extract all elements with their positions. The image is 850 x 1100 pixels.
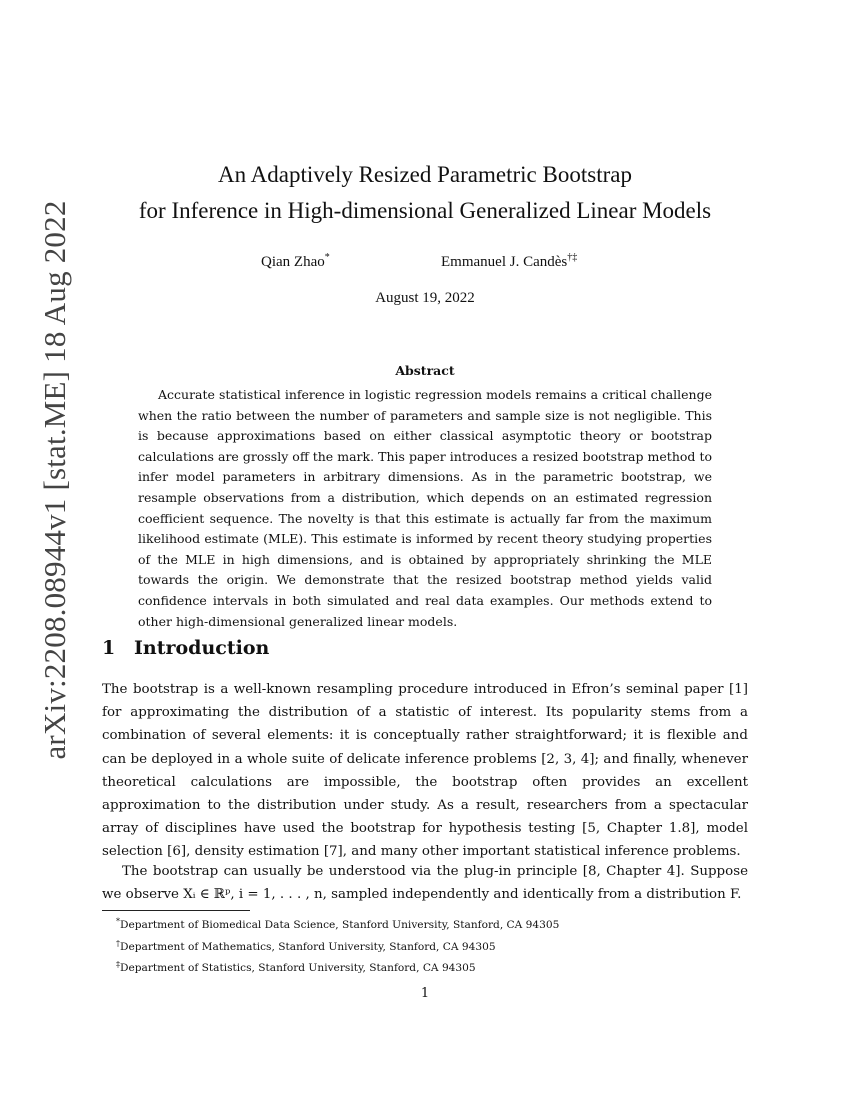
section-title: Introduction xyxy=(134,637,270,659)
author-2 xyxy=(441,252,577,271)
footnote-3 xyxy=(116,956,559,978)
footnote-1-mark: * xyxy=(116,917,120,926)
footnote-2 xyxy=(116,935,559,957)
footnote-2-text: Department of Mathematics, Stanford University, Stanford, CA 94305 xyxy=(120,940,496,953)
author-1 xyxy=(261,252,330,271)
footnote-1-text: Department of Biomedical Data Science, Stanford University, Stanford, CA 94305 xyxy=(120,919,560,931)
section-heading xyxy=(102,637,269,659)
paper-title-line-1: An Adaptively Resized Parametric Bootstrap xyxy=(218,162,632,187)
footnote-1 xyxy=(116,913,559,935)
footnote-2-mark: † xyxy=(116,938,120,948)
section-number: 1 xyxy=(102,637,116,659)
footnote-3-text: Department of Statistics, Stanford University, Stanford, CA 94305 xyxy=(120,962,476,975)
abstract-text: Accurate statistical inference in logistic regression models remains a critical challenge when the ratio between the number of parameters and sample size is not negligible. This is because approximations based on either classical asymptotic theory or bootstrap calculations are grossly off the mark. This paper introduces a resized bootstrap method to infer model parameters in arbitrary dimensions. As in the parametric bootstrap, we resample observations from a distribution, which depends on an estimated regression coefficient sequence. The novelty is that this estimate is actually far from the maximum likelihood estimate (MLE). This estimate is informed by recent theory studying properties of the MLE in high dimensions, and is obtained by appropriately shrinking the MLE towards the origin. We demonstrate that the resized bootstrap method yields valid confidence intervals in both simulated and real data examples. Our methods extend to other high-dimensional generalized linear models. xyxy=(138,387,712,629)
intro-paragraph-1: The bootstrap is a well-known resampling procedure introduced in Efron’s seminal paper [1] for approximating the distribution of a statistic of interest. Its popularity stems from a combination of several elements: it is conceptually rather straightforward; it is flexible and can be deployed in a whole suite of delicate inference problems [2, 3, 4]; and finally, whenever theoretical calculations are impossible, the bootstrap often provides an excellent approximation to the distribution under study. As a result, researchers from a spectacular array of disciplines have used the bootstrap for hypothesis testing [5, Chapter 1.8], model selection [6], density estimation [7], and many other important statistical inference problems. xyxy=(102,682,748,860)
footnote-3-mark: ‡ xyxy=(116,960,120,970)
paper-title-line-2: for Inference in High-dimensional Generalized Linear Models xyxy=(138,198,712,223)
author-2-marks: †‡ xyxy=(567,252,578,263)
author-1-marks: * xyxy=(324,252,330,263)
paper-date: August 19, 2022 xyxy=(375,290,475,306)
author-1-name: Qian Zhao xyxy=(261,254,325,270)
intro-paragraph-2: The bootstrap can usually be understood via the plug-in principle [8, Chapter 4]. Suppose we observe Xᵢ ∈ ℝᵖ, i = 1, . . . , n, sampled independently and identically from a distribution F. xyxy=(102,864,748,903)
page-number: 1 xyxy=(420,986,430,1001)
abstract-heading: Abstract xyxy=(395,363,455,378)
author-2-name: Emmanuel J. Candès xyxy=(441,254,568,270)
footnotes xyxy=(116,913,559,978)
footnote-divider xyxy=(102,910,250,911)
arxiv-identifier: arXiv:2208.08944v1 [stat.ME] 18 Aug 2022 xyxy=(37,200,72,760)
